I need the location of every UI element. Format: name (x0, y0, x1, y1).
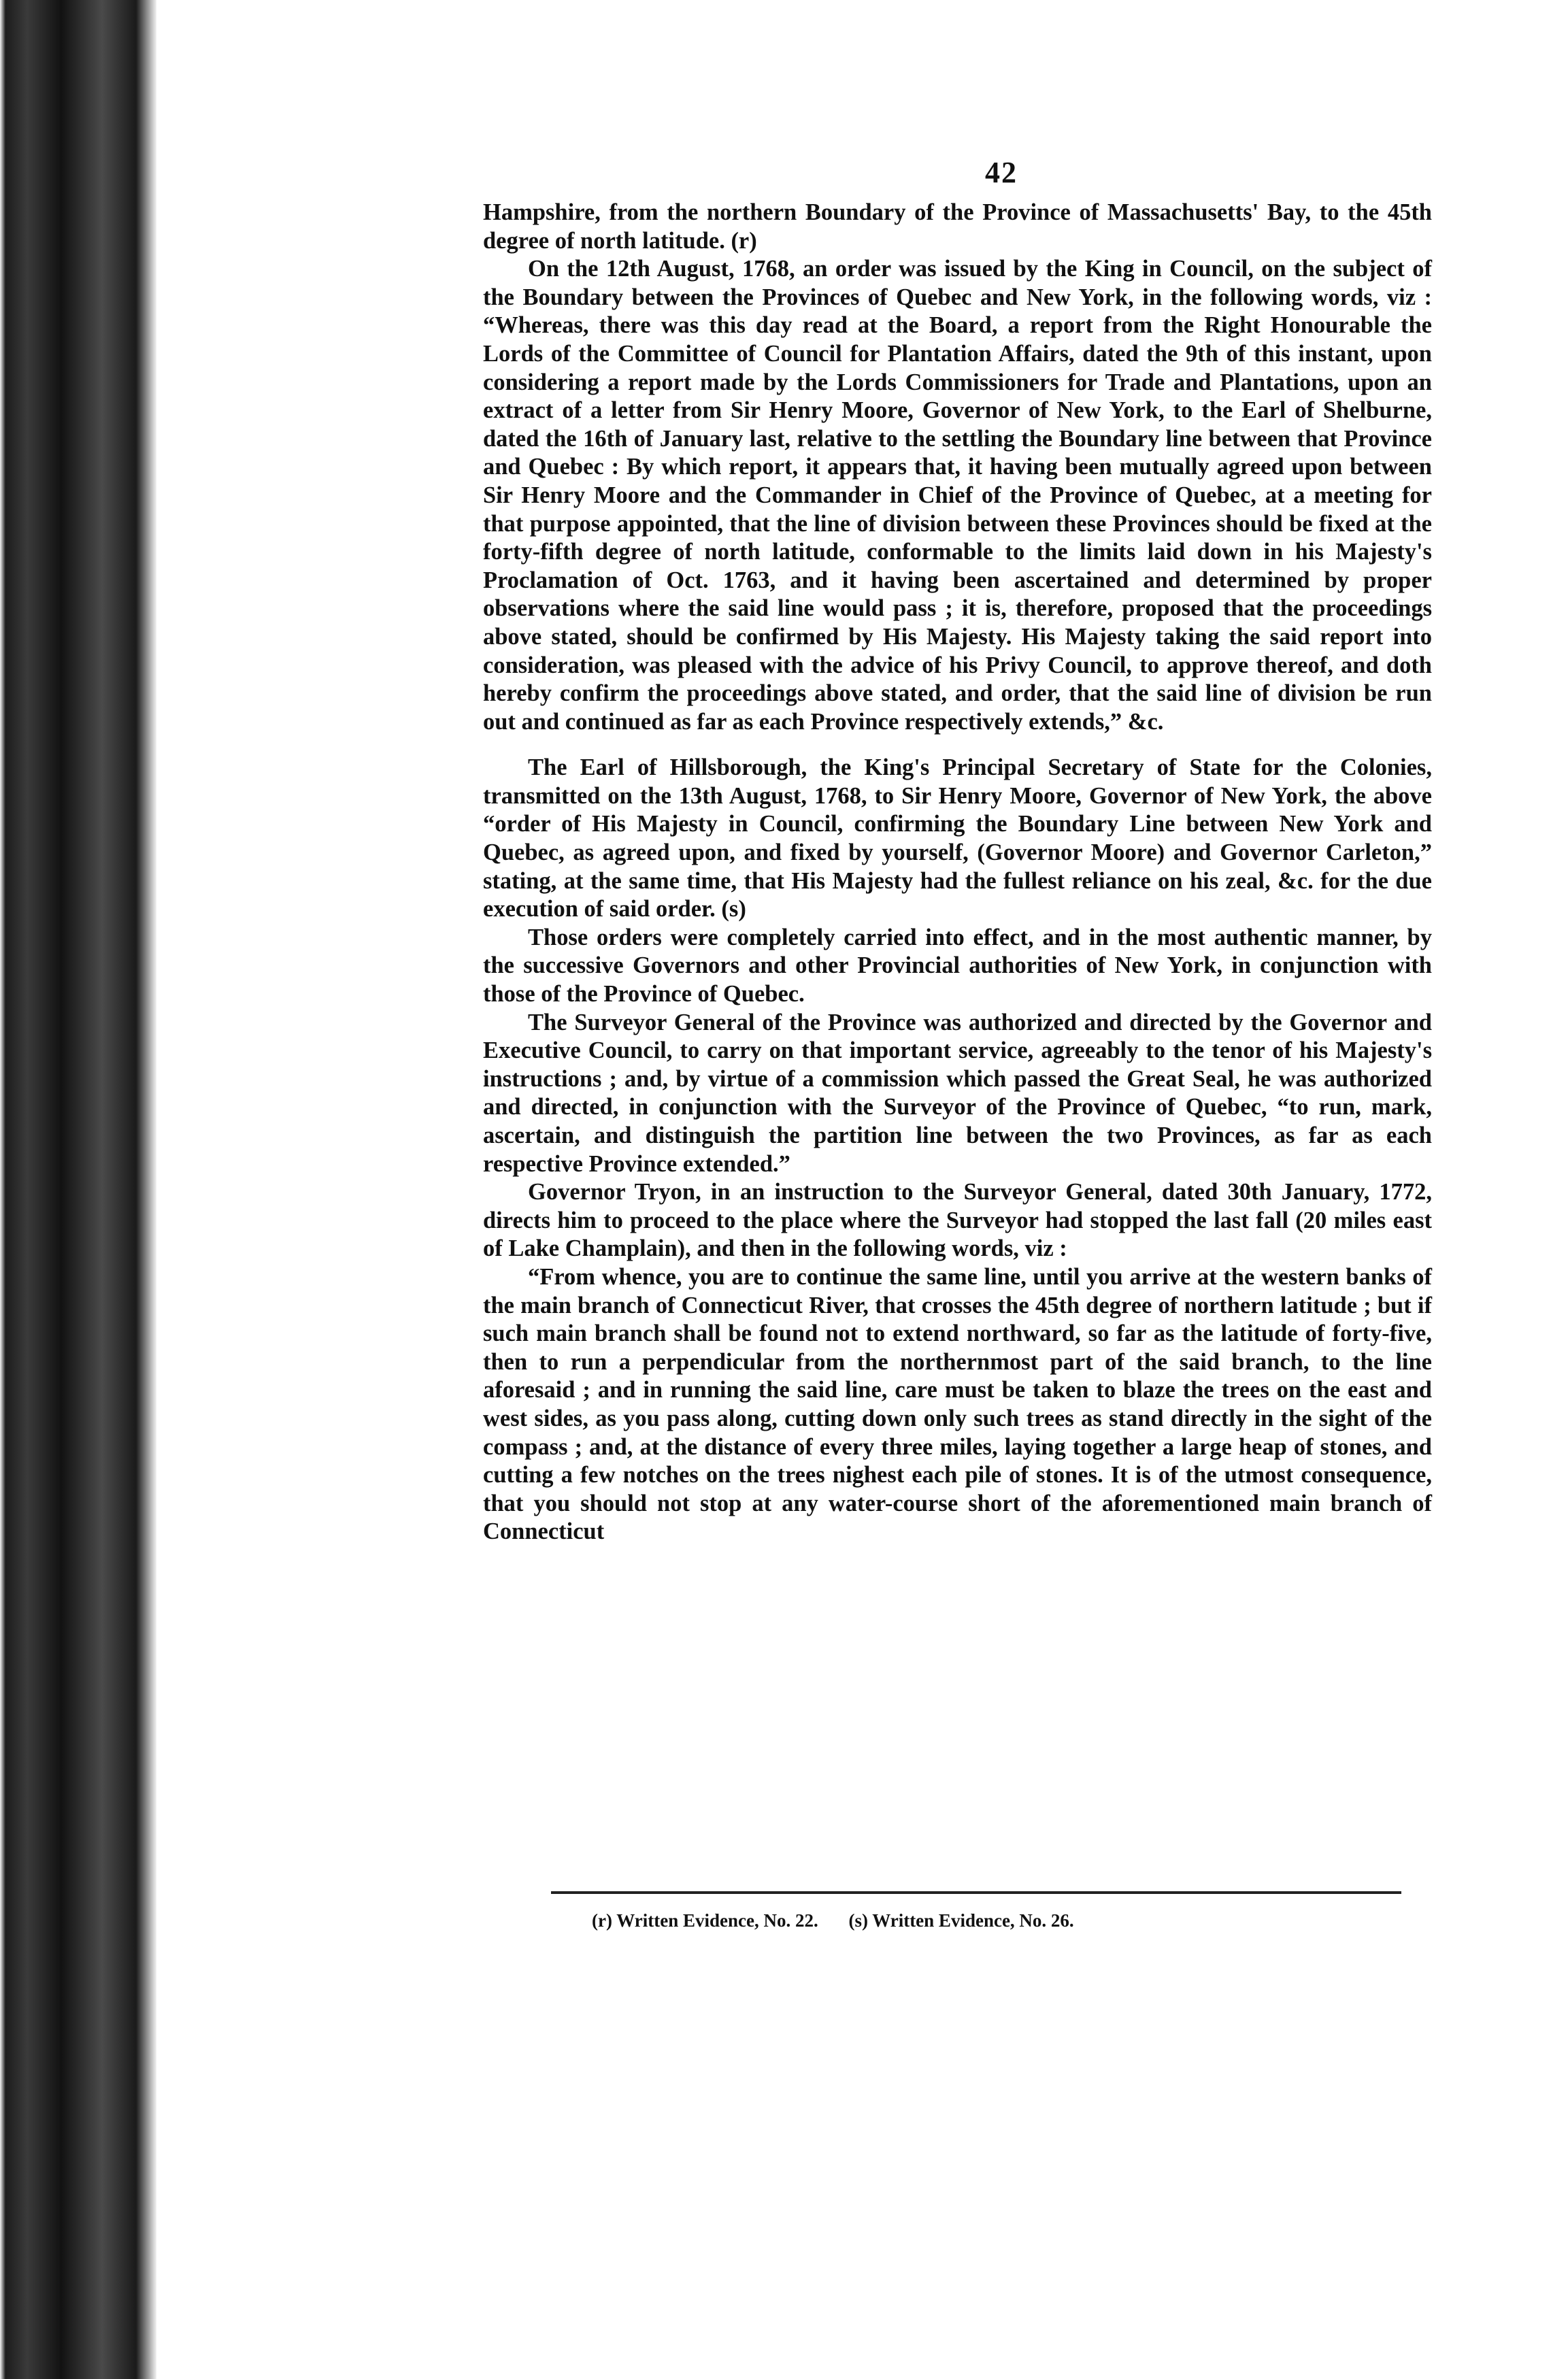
body-text (483, 199, 1432, 1546)
page-number: 42 (985, 156, 1018, 189)
paragraph-continued: Hampshire, from the northern Boundary of the Province of Massachusetts' Bay, to the 45th degree of north latitude. (r) (483, 199, 1432, 254)
footnote-s: (s) Written Evidence, No. 26. (848, 1910, 1074, 1931)
paragraph-earl-of-hillsborough: The Earl of Hillsborough, the King's Principal Secretary of State for the Colonies, transmitted on the 13th August, 1768, to Sir Henry Moore, Governor of New York, the above “order of His Majesty in Council, confirming the Boundary Line between New York and Quebec, as agreed upon, and fixed by yourself, (Governor Moore) and Governor Carleton,” stating, at the same time, that His Majesty had the fullest reliance on his zeal, &c. for the due execution of said order. (s) (483, 754, 1432, 922)
paragraph-orders-carried-out: Those orders were completely carried into effect, and in the most authentic manner, by the successive Governors and other Provincial authorities of New York, in conjunction with those of the Province of Quebec. (483, 924, 1432, 1008)
document-page (156, 0, 1568, 2379)
footnote-divider (551, 1891, 1401, 1894)
paragraph-order-in-council: On the 12th August, 1768, an order was issued by the King in Council, on the subject of the Boundary between the Provinces of Quebec and New York, in the following words, viz : “Whereas, there was this day read at the Board, a report from the Right Honourable the Lords of the Committee of Council for Plantation Affairs, dated the 9th of this instant, upon considering a report made by the Lords Commissioners for Trade and Plantations, upon an extract of a letter from Sir Henry Moore, Governor of New York, to the Earl of Shelburne, dated the 16th of January last, relative to the settling the Boundary line between that Province and Quebec : By which report, it appears that, it having been mutually agreed upon between Sir Henry Moore and the Commander in Chief of the Province of Quebec, at a meeting for that purpose appointed, that the line of division between these Provinces should be fixed at the forty-fifth degree of north latitude, conformable to the limits laid down in his Majesty's Proclamation of Oct. 1763, and it having been ascertained and determined by proper observations where the said line would pass ; it is, therefore, proposed that the proceedings above stated, should be confirmed by His Majesty. His Majesty taking the said report into consideration, was pleased with the advice of his Privy Council, to approve thereof, and doth hereby confirm the proceedings above stated, and order, that the said line of division be run out and continued as far as each Province respectively extends,” &c. (483, 256, 1432, 735)
footnotes (592, 1910, 1408, 1931)
paragraph-surveyor-general: The Surveyor General of the Province was authorized and directed by the Governor and Executive Council, to carry on that important service, agreeably to the tenor of his Majesty's instructions ; and, by virtue of a commission which passed the Great Seal, he was authorized and directed, in conjunction with the Surveyor of the Province of Quebec, “to run, mark, ascertain, and distinguish the partition line between the two Provinces, as far as each respective Province extended.” (483, 1009, 1432, 1177)
paragraph-instruction-quote: “From whence, you are to continue the same line, until you arrive at the western banks of the main branch of Connecticut River, that crosses the 45th degree of northern latitude ; but if such main branch shall be found not to extend northward, so far as the latitude of forty-five, then to run a perpendicular from the northernmost part of the said branch, to the line aforesaid ; and in running the said line, care must be taken to blaze the trees on the east and west sides, as you pass along, cutting down only such trees as stand directly in the sight of the compass ; and, at the distance of every three miles, laying together a large heap of stones, and cutting a few notches on the trees nighest each pile of stones. It is of the utmost consequence, that you should not stop at any water-course short of the aforementioned main branch of Connecticut (483, 1263, 1432, 1545)
paragraph-governor-tryon: Governor Tryon, in an instruction to the Surveyor General, dated 30th January, 1772, directs him to proceed to the place where the Surveyor had stopped the last fall (20 miles east of Lake Champlain), and then in the following words, viz : (483, 1179, 1432, 1262)
scan-binding-edge (0, 0, 156, 2379)
footnote-r: (r) Written Evidence, No. 22. (592, 1910, 818, 1931)
